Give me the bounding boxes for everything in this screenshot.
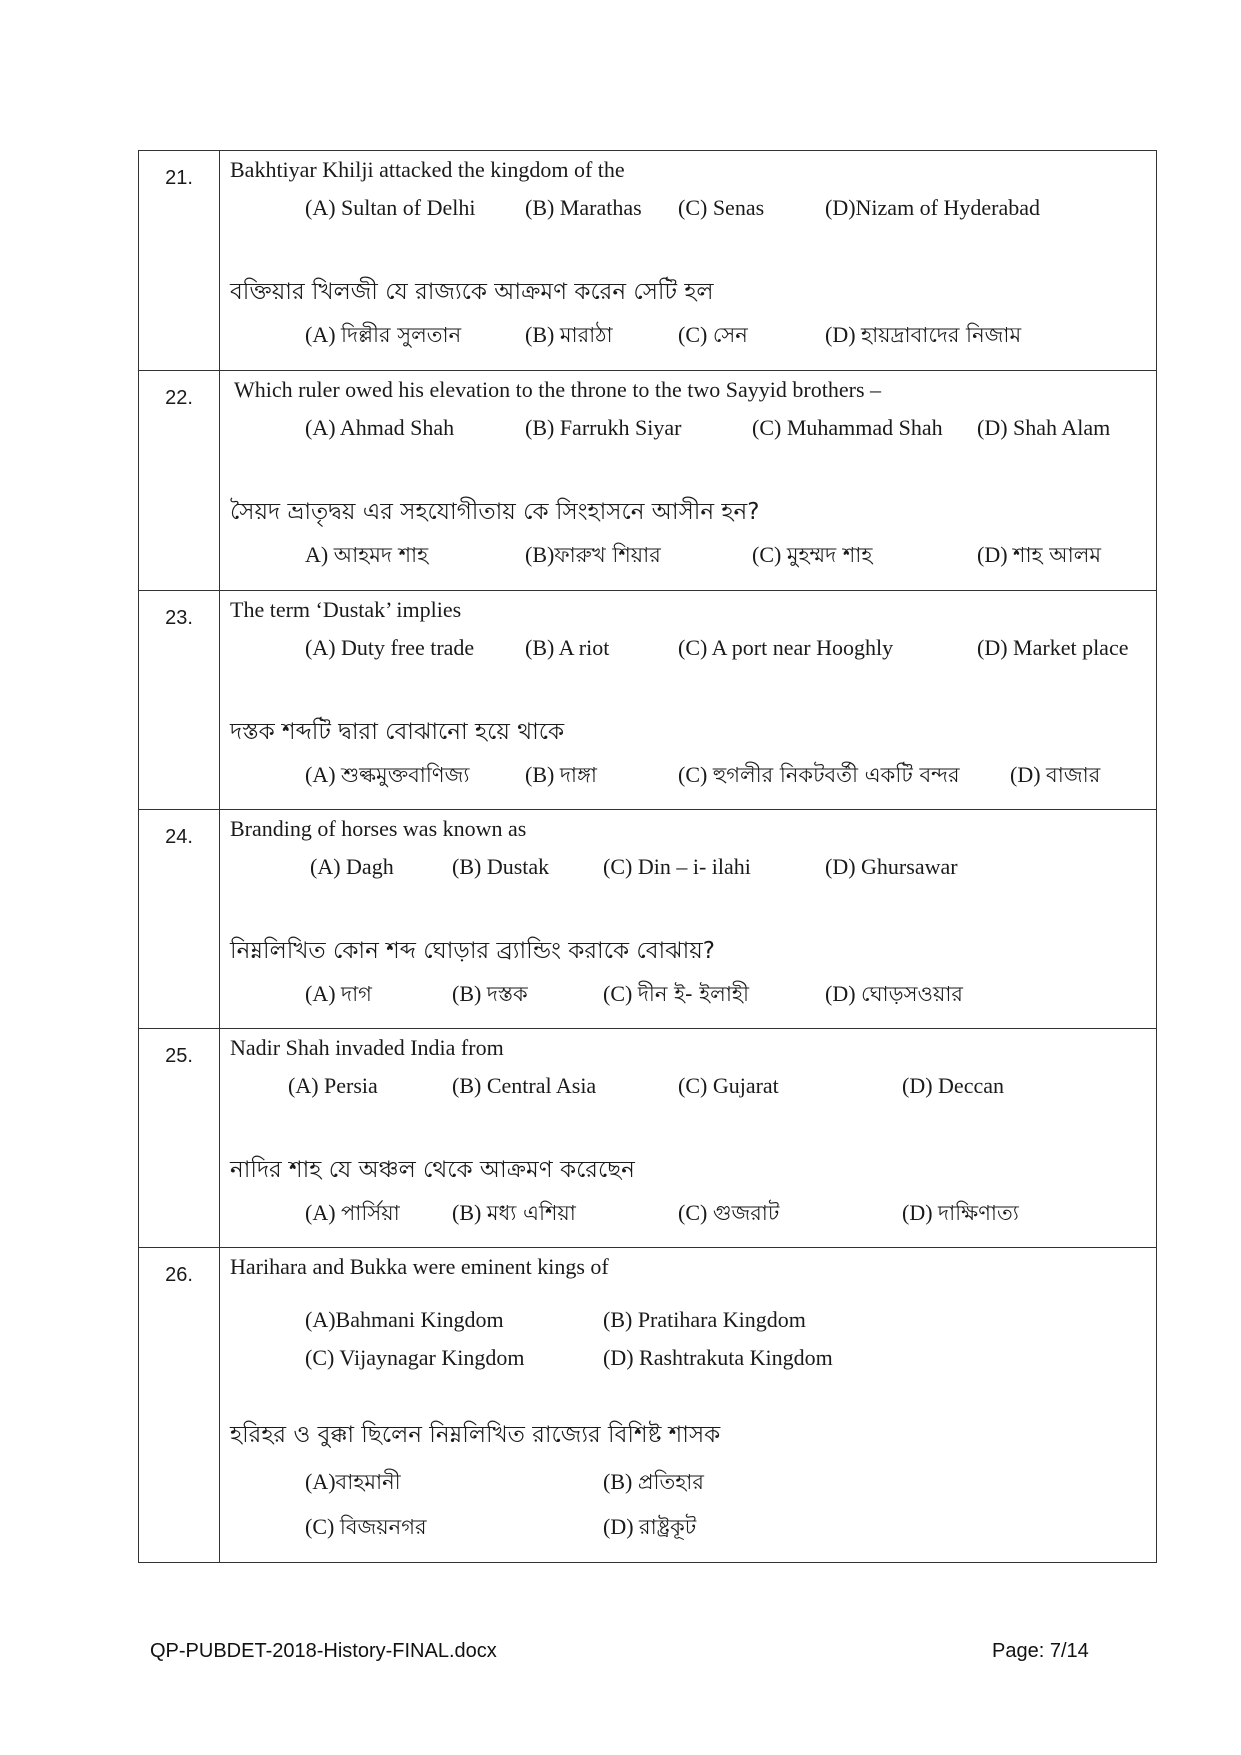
question-row [139,591,1157,810]
option-c-bengali [678,1197,779,1232]
option-text: রাষ্ট্রকূট [639,1515,697,1539]
option-d-english: (D) Deccan [902,1073,1004,1098]
question-cell [220,1248,1157,1563]
option-b-english: (B) Pratihara Kingdom [603,1307,806,1332]
option-a-bengali [305,759,469,794]
option-d-bengali [1010,759,1100,794]
question-text-english: Harihara and Bukka were eminent kings of [230,1254,609,1279]
option-d-bengali [977,539,1101,574]
question-text-bengali: সৈয়দ ভ্রাতৃদ্বয় এর সহযোগীতায় কে সিংহাসনে আসীন হন? [230,499,760,525]
option-a-english: (A) Sultan of Delhi [305,195,476,220]
question-text-bengali: হরিহর ও বুক্কা ছিলেন নিম্নলিখিত রাজ্যের বিশিষ্ট শাসক [230,1422,721,1448]
option-b-english: (B) A riot [525,635,610,660]
option-text: হায়দ্রাবাদের নিজাম [861,323,1022,347]
option-d-english: (D) Rashtrakuta Kingdom [603,1345,833,1370]
option-label: A) [305,542,329,567]
option-text: শাহ আলম [1013,543,1102,567]
question-row [139,1248,1157,1563]
question-row [139,1029,1157,1248]
option-d-bengali [603,1511,696,1546]
option-d-bengali [902,1197,1019,1232]
option-a-english: (A) Dagh [310,854,394,879]
option-label: (D) [603,1514,634,1539]
option-c-english: (C) A port near Hooghly [678,635,894,660]
option-b-bengali [525,759,597,794]
question-number: 26. [139,1248,220,1563]
option-a-bengali [305,539,428,574]
option-b-bengali [525,539,661,574]
option-label: (A) [305,762,336,787]
option-b-english: (B) Farrukh Siyar [525,415,682,440]
option-a-bengali [305,319,461,354]
question-text-bengali: নিম্নলিখিত কোন শব্দ ঘোড়ার ব্র্যান্ডিং করাকে বোঝায়? [230,938,715,964]
option-text: ফারুখ শিয়ার [554,543,661,567]
option-label: (C) [305,1514,335,1539]
question-text-bengali: নাদির শাহ যে অঞ্চল থেকে আক্রমণ করেছেন [230,1157,635,1183]
option-label: (A) [305,1469,336,1494]
question-text-english: The term ‘Dustak’ implies [230,597,462,622]
option-d-english: (D)Nizam of Hyderabad [825,195,1041,220]
option-b-english: (B) Central Asia [452,1073,597,1098]
footer-filename: QP-PUBDET-2018-History-FINAL.docx [150,1640,497,1662]
question-text-english: Branding of horses was known as [230,816,527,841]
question-row [139,371,1157,591]
option-text: প্রতিহার [637,1470,704,1494]
question-row [139,151,1157,371]
option-text: শুল্কমুক্তবাণিজ্য [341,763,470,787]
question-cell [220,591,1157,810]
option-a-english: (A) Duty free trade [305,635,475,660]
option-text: মুহম্মদ শাহ [786,543,873,567]
option-text: বাজার [1046,763,1101,787]
option-d-english: (D) Shah Alam [977,415,1111,440]
option-a-bengali [305,1197,400,1232]
option-text: ঘোড়সওয়ার [861,982,963,1006]
option-b-english: (B) Dustak [452,854,550,879]
option-label: (B) [452,1200,482,1225]
question-text-english: Which ruler owed his elevation to the throne to the two Sayyid brothers – [234,377,882,402]
option-label: (D) [825,981,856,1006]
option-c-bengali [603,978,749,1013]
option-label: (C) [603,981,633,1006]
option-label: (B) [603,1469,633,1494]
option-b-bengali [525,319,613,354]
option-c-bengali [678,759,960,794]
question-text-english: Bakhtiyar Khilji attacked the kingdom of the [230,157,625,182]
option-b-bengali [452,978,528,1013]
question-cell [220,151,1157,371]
option-a-english: (A) Ahmad Shah [305,415,455,440]
option-label: (A) [305,981,336,1006]
option-d-english: (D) Market place [977,635,1129,660]
option-c-english: (C) Muhammad Shah [752,415,943,440]
option-text: আহমদ শাহ [333,543,429,567]
option-label: (D) [1010,762,1041,787]
option-label: (D) [825,322,856,347]
option-a-bengali [305,978,372,1013]
question-number: 22. [139,371,220,591]
option-label: (B) [452,981,482,1006]
option-text: দিল্লীর সুলতান [341,323,462,347]
option-text: মধ্য এশিয়া [486,1201,576,1225]
option-a-bengali [305,1466,401,1501]
option-c-english: (C) Din – i- ilahi [603,854,751,879]
option-c-english: (C) Senas [678,195,765,220]
question-cell [220,810,1157,1029]
option-b-bengali [452,1197,576,1232]
option-text: দাক্ষিণাত্য [938,1201,1019,1225]
option-b-bengali [603,1466,704,1501]
option-c-english: (C) Gujarat [678,1073,779,1098]
question-row [139,810,1157,1029]
option-c-bengali [305,1511,427,1546]
option-d-bengali [825,319,1021,354]
option-d-english: (D) Ghursawar [825,854,958,879]
option-text: বাহমানী [335,1470,401,1494]
option-b-english: (B) Marathas [525,195,642,220]
option-label: (B) [525,322,555,347]
option-label: (C) [752,542,782,567]
question-text-bengali: দস্তক শব্দটি দ্বারা বোঝানো হয়ে থাকে [230,719,565,745]
option-label: (B) [525,762,555,787]
option-a-english: (A)Bahmani Kingdom [305,1307,504,1332]
option-c-bengali [678,319,748,354]
option-text: দাগ [341,982,372,1006]
question-table [138,150,1157,1563]
option-text: মারাঠা [559,323,613,347]
option-text: দীন ই- ইলাহী [637,982,749,1006]
question-text-bengali: বক্তিয়ার খিলজী যে রাজ্যকে আক্রমণ করেন সেটি হল [230,279,714,305]
option-label: (C) [678,762,708,787]
option-c-english: (C) Vijaynagar Kingdom [305,1345,525,1370]
question-number: 25. [139,1029,220,1248]
question-cell [220,371,1157,591]
question-number: 24. [139,810,220,1029]
question-number: 21. [139,151,220,371]
option-text: বিজয়নগর [339,1515,427,1539]
option-label: (A) [305,322,336,347]
option-label: (C) [678,1200,708,1225]
option-label: (D) [977,542,1008,567]
option-label: (C) [678,322,708,347]
question-number: 23. [139,591,220,810]
question-cell [220,1029,1157,1248]
option-text: দাঙ্গা [559,763,597,787]
option-text: দস্তক [486,982,528,1006]
option-a-english: (A) Persia [288,1073,378,1098]
option-text: পার্সিয়া [341,1201,400,1225]
option-text: হুগলীর নিকটবর্তী একটি বন্দর [712,763,960,787]
option-text: গুজরাট [712,1201,780,1225]
option-label: (A) [305,1200,336,1225]
option-label: (B) [525,542,555,567]
option-c-bengali [752,539,872,574]
option-text: সেন [712,323,748,347]
option-d-bengali [825,978,963,1013]
footer-page-number: Page: 7/14 [992,1640,1089,1662]
question-text-english: Nadir Shah invaded India from [230,1035,504,1060]
option-label: (D) [902,1200,933,1225]
